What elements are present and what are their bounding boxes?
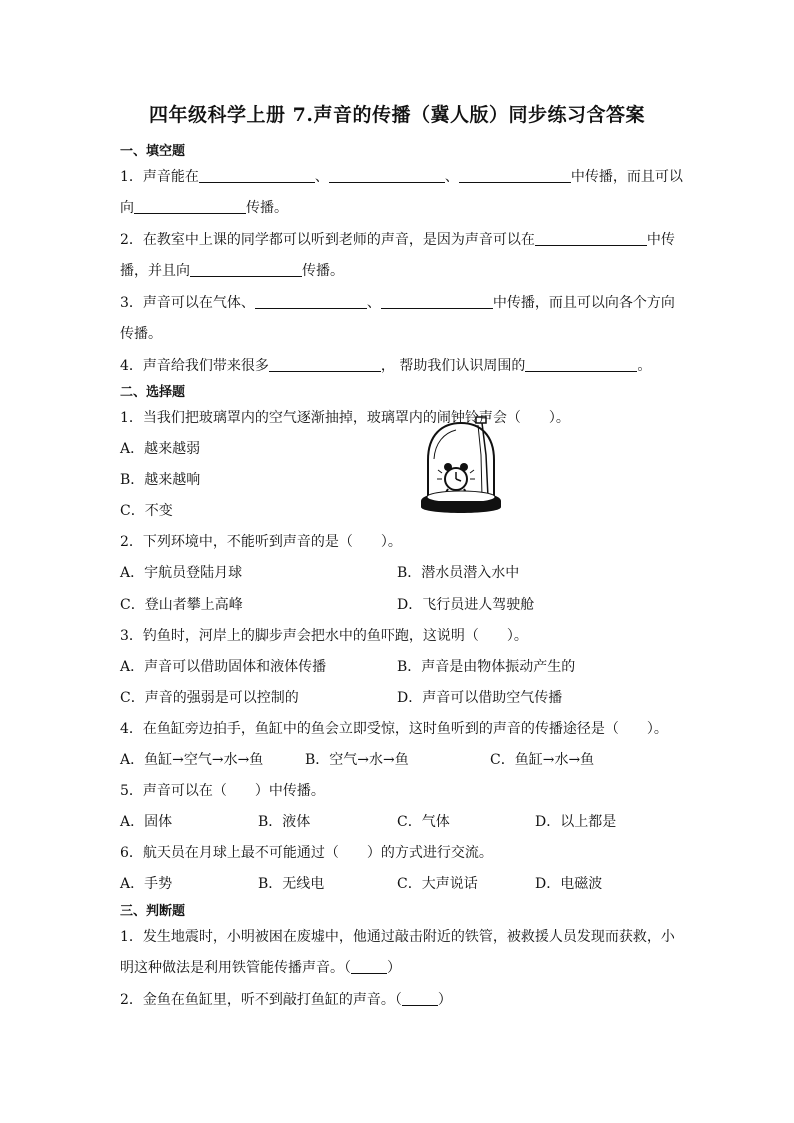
choice-q1-option-c[interactable]: C．不变: [120, 503, 173, 519]
choice-q3-option-c[interactable]: C．声音的强弱是可以控制的: [120, 690, 299, 706]
page-title: 四年级科学上册 7.声音的传播（冀人版）同步练习含答案: [149, 104, 645, 126]
answer-blank[interactable]: [190, 262, 302, 277]
choice-q1-option-b[interactable]: B．越来越响: [120, 472, 201, 488]
answer-blank[interactable]: [199, 168, 315, 183]
judge-q1-line2: 明这种做法是利用铁管能传播声音。（ ）: [120, 960, 401, 976]
choice-q3-option-b[interactable]: B．声音是由物体振动产生的: [397, 659, 576, 675]
answer-blank[interactable]: [255, 294, 367, 309]
choice-q1-stem: 1．当我们把玻璃罩内的空气逐渐抽掉，玻璃罩内的闹钟铃声会（ ）。: [120, 410, 570, 426]
choice-q4-option-c[interactable]: C．鱼缸→水→鱼: [490, 752, 595, 768]
judge-answer-blank[interactable]: [402, 991, 438, 1006]
answer-blank[interactable]: [329, 168, 445, 183]
choice-q3-option-d[interactable]: D．声音可以借助空气传播: [397, 690, 563, 706]
fill-q4-line: 4．声音给我们带来很多 ， 帮助我们认识周围的 。: [120, 358, 652, 374]
choice-q3-stem: 3．钓鱼时，河岸上的脚步声会把水中的鱼吓跑，这说明（ ）。: [120, 628, 528, 644]
section-fill-heading: 一、填空题: [120, 144, 186, 159]
choice-q6-option-c[interactable]: C．大声说话: [397, 876, 478, 892]
fill-q1-line1: 1．声音能在 、 、 中传播，而且可以: [120, 169, 683, 185]
fill-q3-line2: 传播。: [120, 326, 162, 342]
choice-q6-option-b[interactable]: B．无线电: [258, 876, 325, 892]
choice-q5-option-d[interactable]: D．以上都是: [535, 814, 617, 830]
fill-q3-line1: 3．声音可以在气体、 、 中传播，而且可以向各个方向: [120, 295, 675, 311]
answer-blank[interactable]: [134, 199, 246, 214]
choice-q6-stem: 6．航天员在月球上最不可能通过（ ）的方式进行交流。: [120, 845, 493, 861]
choice-q6-option-a[interactable]: A．手势: [120, 876, 173, 892]
choice-q5-option-b[interactable]: B．液体: [258, 814, 311, 830]
choice-q5-option-c[interactable]: C．气体: [397, 814, 450, 830]
answer-blank[interactable]: [525, 357, 637, 372]
choice-q5-stem: 5．声音可以在（ ）中传播。: [120, 783, 325, 799]
choice-q2-option-d[interactable]: D．飞行员进人驾驶舱: [397, 597, 535, 613]
section-judge-heading: 三、判断题: [120, 904, 186, 919]
choice-q5-option-a[interactable]: A．固体: [120, 814, 173, 830]
judge-answer-blank[interactable]: [351, 959, 387, 974]
choice-q3-option-a[interactable]: A．声音可以借助固体和液体传播: [120, 659, 327, 675]
section-choice-heading: 二、选择题: [120, 385, 186, 400]
fill-q2-line2: 播，并且向 传播。: [120, 263, 344, 279]
answer-blank[interactable]: [535, 231, 647, 246]
choice-q4-stem: 4．在鱼缸旁边拍手，鱼缸中的鱼会立即受惊，这时鱼听到的声音的传播途径是（ ）。: [120, 721, 668, 737]
bell-jar-alarm-clock-illustration: [418, 415, 504, 521]
fill-q1-line2: 向 传播。: [120, 200, 288, 216]
judge-q1-line1: 1．发生地震时，小明被困在废墟中，他通过敲击附近的铁管，被救援人员发现而获救，小: [120, 929, 675, 945]
answer-blank[interactable]: [381, 294, 493, 309]
choice-q1-option-a[interactable]: A．越来越弱: [120, 441, 201, 457]
choice-q2-stem: 2．下列环境中，不能听到声音的是（ ）。: [120, 534, 402, 550]
choice-q4-option-a[interactable]: A．鱼缸→空气→水→鱼: [120, 752, 264, 768]
choice-q2-option-a[interactable]: A．宇航员登陆月球: [120, 565, 243, 581]
answer-blank[interactable]: [269, 357, 381, 372]
judge-q2-line: 2．金鱼在鱼缸里，听不到敲打鱼缸的声音。（ ）: [120, 992, 452, 1008]
answer-blank[interactable]: [459, 168, 571, 183]
choice-q6-option-d[interactable]: D．电磁波: [535, 876, 603, 892]
choice-q2-option-c[interactable]: C．登山者攀上高峰: [120, 597, 243, 613]
choice-q4-option-b[interactable]: B．空气→水→鱼: [305, 752, 409, 768]
fill-q2-line1: 2．在教室中上课的同学都可以听到老师的声音，是因为声音可以在 中传: [120, 232, 675, 248]
choice-q2-option-b[interactable]: B．潜水员潜入水中: [397, 565, 520, 581]
